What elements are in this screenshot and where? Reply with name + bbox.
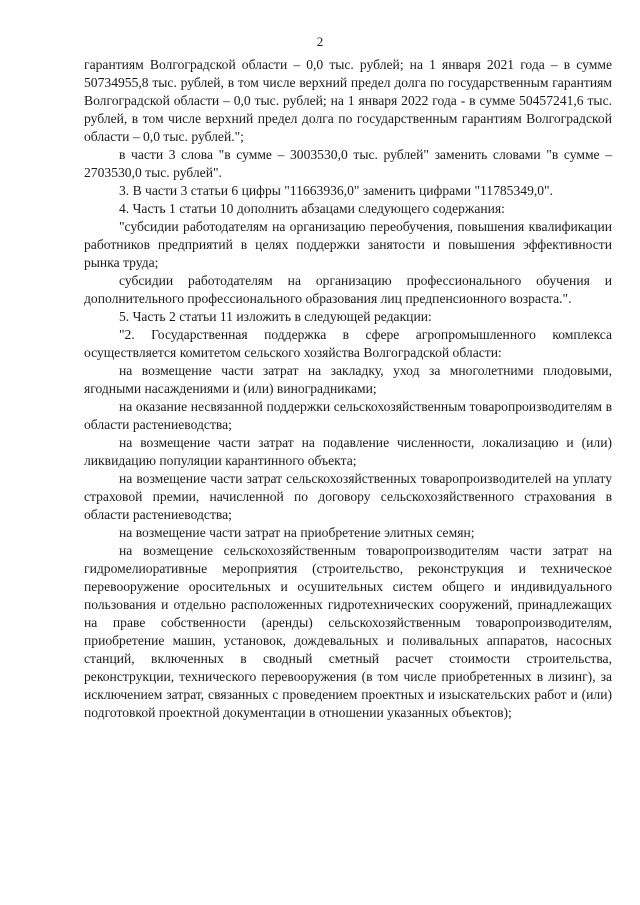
document-body bbox=[84, 56, 612, 722]
paragraph: на возмещение сельскохозяйственным товаропроизводителям части затрат на гидромелиоративные мероприятия (строительство, реконструкция и техническое перевооружение оросительных и осушительных систем общего и индивидуального пользования и отдельно расположенных гидротехнических сооружений, принадлежащих на праве собственности (аренды) сельскохозяйственным товаропроизводителям, приобретение машин, установок, дождевальных и поливальных аппаратов, насосных станций, включенных в сводный сметный расчет стоимости строительства, реконструкции, технического перевооружения (в том числе приобретенных в лизинг), за исключением затрат, связанных с проведением проектных и изыскательских работ и (или) подготовкой проектной документации в отношении указанных объектов); bbox=[84, 543, 612, 720]
paragraph: "2. Государственная поддержка в сфере агропромышленного комплекса осуществляется комитетом сельского хозяйства Волгоградской области: bbox=[84, 327, 612, 360]
paragraph: в части 3 слова "в сумме – 3003530,0 тыс. рублей" заменить словами "в сумме – 2703530,0 тыс. рублей". bbox=[84, 147, 612, 180]
paragraph: на оказание несвязанной поддержки сельскохозяйственным товаропроизводителям в области растениеводства; bbox=[84, 399, 612, 432]
paragraph: 5. Часть 2 статьи 11 изложить в следующей редакции: bbox=[119, 309, 432, 324]
paragraph: на возмещение части затрат сельскохозяйственных товаропроизводителей на уплату страховой премии, начисленной по договору сельскохозяйственного страхования в области растениеводства; bbox=[84, 471, 612, 522]
paragraph: 3. В части 3 статьи 6 цифры "11663936,0" заменить цифрами "11785349,0". bbox=[119, 183, 554, 198]
page-number: 2 bbox=[316, 34, 324, 49]
paragraph: субсидии работодателям на организацию профессионального обучения и дополнительного профессионального образования лиц предпенсионного возраста.". bbox=[84, 273, 612, 306]
paragraph: на возмещение части затрат на приобретение элитных семян; bbox=[119, 525, 475, 540]
paragraph: "субсидии работодателям на организацию переобучения, повышения квалификации работников предприятий в целях поддержки занятости и повышения эффективности рынка труда; bbox=[84, 219, 612, 270]
paragraph: 4. Часть 1 статьи 10 дополнить абзацами следующего содержания: bbox=[119, 201, 505, 216]
paragraph: на возмещение части затрат на закладку, уход за многолетними плодовыми, ягодными насаждениями и (или) виноградниками; bbox=[84, 363, 612, 396]
paragraph: гарантиям Волгоградской области – 0,0 тыс. рублей; на 1 января 2021 года – в сумме 50734955,8 тыс. рублей, в том числе верхний предел долга по государственным гарантиям Волгоградской области – 0,0 тыс. рублей; на 1 января 2022 года - в сумме 50457241,6 тыс. рублей, в том числе верхний предел долга по государственным гарантиям Волгоградской области – 0,0 тыс. рублей."; bbox=[84, 57, 612, 144]
paragraph: на возмещение части затрат на подавление численности, локализацию и (или) ликвидацию популяции карантинного объекта; bbox=[84, 435, 612, 468]
